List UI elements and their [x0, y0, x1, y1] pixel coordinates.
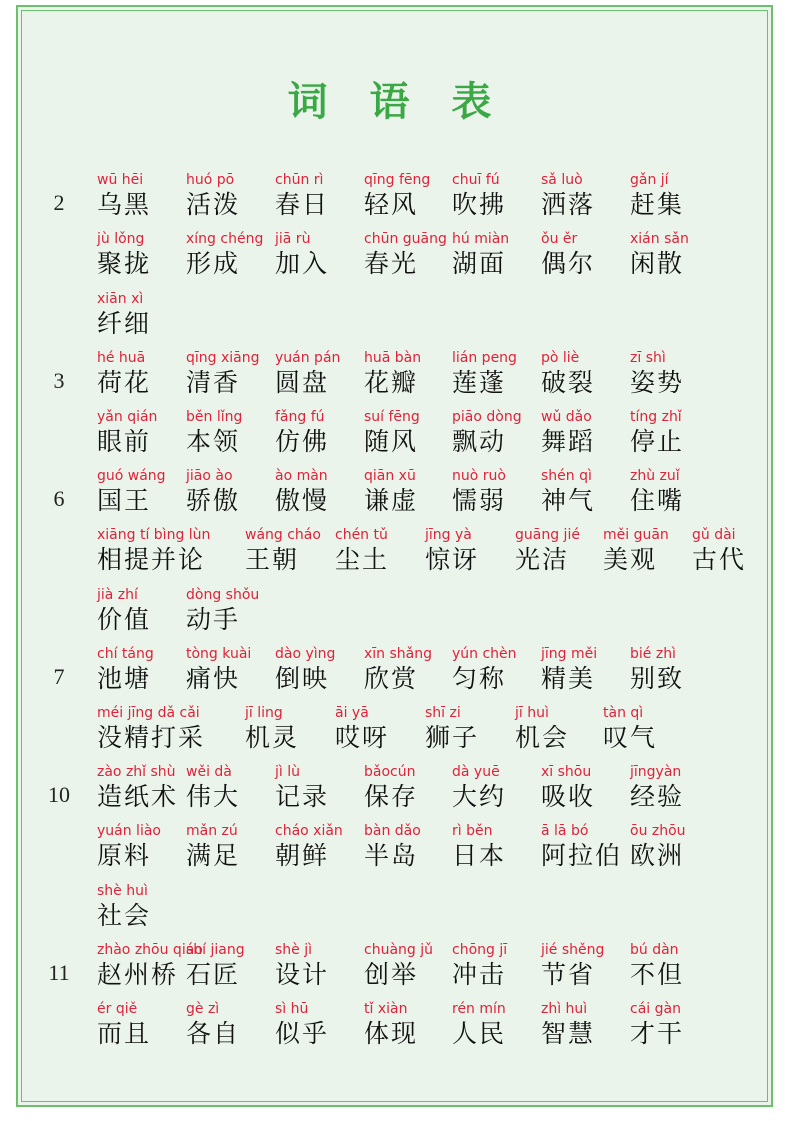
- vocab-word: [541, 229, 595, 279]
- vocab-word: [541, 170, 595, 220]
- vocab-word: [275, 762, 329, 812]
- pinyin: xiāng tí bìng lùn: [97, 527, 211, 543]
- vocab-word: [515, 525, 580, 575]
- hanzi: 没精打采: [97, 723, 206, 752]
- hanzi: 别致: [630, 664, 685, 693]
- hanzi: 日本: [452, 841, 507, 870]
- hanzi: 机会: [515, 723, 570, 752]
- vocab-word: [541, 940, 604, 990]
- hanzi: 春日: [275, 190, 330, 219]
- pinyin: sǎ luò: [541, 172, 583, 188]
- hanzi: 智慧: [541, 1019, 596, 1048]
- vocab-word: [186, 170, 240, 220]
- pinyin: ōu zhōu: [630, 823, 686, 839]
- pinyin: jī ling: [245, 705, 283, 721]
- hanzi: 仿佛: [275, 427, 330, 456]
- vocab-word: [364, 762, 418, 812]
- pinyin: xián sǎn: [630, 231, 689, 247]
- hanzi: 不但: [630, 960, 685, 989]
- vocab-word: [97, 466, 166, 516]
- vocab-word: [97, 585, 151, 635]
- hanzi: 原料: [97, 841, 152, 870]
- pinyin: gǔ dài: [692, 527, 736, 543]
- pinyin: chūn rì: [275, 172, 324, 188]
- hanzi: 保存: [364, 782, 419, 811]
- hanzi: 傲慢: [275, 486, 330, 515]
- vocab-word: [364, 170, 430, 220]
- pinyin: bú dàn: [630, 942, 679, 958]
- hanzi: 池塘: [97, 664, 152, 693]
- pinyin: nuò ruò: [452, 468, 506, 484]
- vocab-word: [364, 229, 447, 279]
- hanzi: 聚拢: [97, 249, 152, 278]
- vocab-word: [452, 821, 506, 871]
- pinyin: bǎocún: [364, 764, 416, 780]
- vocab-word: [630, 170, 684, 220]
- vocab-word: [630, 762, 684, 812]
- pinyin: dào yìng: [275, 646, 336, 662]
- hanzi: 谦虚: [364, 486, 419, 515]
- vocab-word: [364, 644, 432, 694]
- hanzi: 社会: [97, 901, 152, 930]
- pinyin: zī shì: [630, 350, 666, 366]
- hanzi: 停止: [630, 427, 685, 456]
- vocab-word: [452, 170, 506, 220]
- hanzi: 造纸术: [97, 782, 179, 811]
- vocab-word: [515, 703, 569, 753]
- hanzi: 经验: [630, 782, 685, 811]
- hanzi: 欣赏: [364, 664, 419, 693]
- vocab-word: [97, 821, 161, 871]
- hanzi: 价值: [97, 605, 152, 634]
- hanzi: 记录: [275, 782, 330, 811]
- pinyin: yuán pán: [275, 350, 341, 366]
- hanzi: 偶尔: [541, 249, 596, 278]
- pinyin: suí fēng: [364, 409, 420, 425]
- pinyin: tàn qì: [603, 705, 644, 721]
- hanzi: 吸收: [541, 782, 596, 811]
- pinyin: hú miàn: [452, 231, 510, 247]
- pinyin: xiān xì: [97, 291, 144, 307]
- pinyin: wáng cháo: [245, 527, 321, 543]
- hanzi: 姿势: [630, 368, 685, 397]
- vocab-word: [275, 999, 329, 1049]
- pinyin: jì lù: [275, 764, 300, 780]
- vocab-word: [630, 821, 686, 871]
- pinyin: jù lǒng: [97, 231, 145, 247]
- hanzi: 乌黑: [97, 190, 152, 219]
- pinyin: ér qiě: [97, 1001, 138, 1017]
- pinyin: ā lā bó: [541, 823, 589, 839]
- hanzi: 狮子: [425, 723, 480, 752]
- vocab-word: [541, 466, 595, 516]
- hanzi: 神气: [541, 486, 596, 515]
- pinyin: shè jì: [275, 942, 313, 958]
- pinyin: shí jiang: [186, 942, 245, 958]
- hanzi: 节省: [541, 960, 596, 989]
- pinyin: dòng shǒu: [186, 587, 260, 603]
- pinyin: xíng chéng: [186, 231, 264, 247]
- pinyin: hé huā: [97, 350, 146, 366]
- pinyin: měi guān: [603, 527, 669, 543]
- vocab-word: [275, 170, 329, 220]
- pinyin: dà yuē: [452, 764, 500, 780]
- vocab-word: [541, 999, 595, 1049]
- hanzi: 阿拉伯: [541, 841, 623, 870]
- hanzi: 痛快: [186, 664, 241, 693]
- lesson-number: 7: [53, 664, 65, 689]
- hanzi: 似乎: [275, 1019, 330, 1048]
- vocab-word: [186, 940, 245, 990]
- vocab-word: [186, 585, 259, 635]
- pinyin: chuī fú: [452, 172, 500, 188]
- hanzi: 洒落: [541, 190, 596, 219]
- hanzi: 朝鲜: [275, 841, 330, 870]
- hanzi: 懦弱: [452, 486, 507, 515]
- vocab-word: [364, 821, 421, 871]
- hanzi: 骄傲: [186, 486, 241, 515]
- pinyin: běn lǐng: [186, 409, 243, 425]
- vocab-word: [186, 999, 240, 1049]
- pinyin: chén tǔ: [335, 527, 388, 543]
- pinyin: zhào zhōu qiáo: [97, 942, 203, 958]
- hanzi: 飘动: [452, 427, 507, 456]
- vocab-word: [364, 999, 418, 1049]
- hanzi: 满足: [186, 841, 241, 870]
- pinyin: jiāo ào: [186, 468, 233, 484]
- hanzi: 赶集: [630, 190, 685, 219]
- vocab-word: [541, 821, 622, 871]
- vocab-word: [630, 407, 684, 457]
- pinyin: huó pō: [186, 172, 235, 188]
- pinyin: huā bàn: [364, 350, 422, 366]
- vocab-word: [97, 762, 178, 812]
- hanzi: 体现: [364, 1019, 419, 1048]
- pinyin: piāo dòng: [452, 409, 522, 425]
- hanzi: 尘土: [335, 545, 390, 574]
- vocab-word: [186, 821, 240, 871]
- hanzi: 花瓣: [364, 368, 419, 397]
- pinyin: āi yā: [335, 705, 369, 721]
- hanzi: 各自: [186, 1019, 241, 1048]
- pinyin: chūn guāng: [364, 231, 447, 247]
- vocab-word: [186, 644, 251, 694]
- vocab-word: [630, 466, 684, 516]
- hanzi: 王朝: [245, 545, 300, 574]
- vocab-word: [452, 762, 506, 812]
- pinyin: tòng kuài: [186, 646, 252, 662]
- hanzi: 设计: [275, 960, 330, 989]
- vocab-word: [97, 407, 157, 457]
- pinyin: jié shěng: [541, 942, 605, 958]
- pinyin: fǎng fú: [275, 409, 325, 425]
- pinyin: xī shōu: [541, 764, 592, 780]
- pinyin: zhì huì: [541, 1001, 588, 1017]
- hanzi: 石匠: [186, 960, 241, 989]
- pinyin: ǒu ěr: [541, 231, 578, 247]
- vocab-word: [425, 525, 479, 575]
- vocab-word: [603, 703, 657, 753]
- hanzi: 形成: [186, 249, 241, 278]
- vocab-word: [425, 703, 479, 753]
- vocab-word: [186, 762, 240, 812]
- pinyin: jī huì: [515, 705, 549, 721]
- vocab-word: [364, 348, 421, 398]
- vocab-word: [541, 762, 595, 812]
- lesson-number: 6: [53, 486, 65, 511]
- pinyin: ào màn: [275, 468, 328, 484]
- pinyin: tǐ xiàn: [364, 1001, 408, 1017]
- hanzi: 叹气: [603, 723, 658, 752]
- pinyin: jīng yà: [425, 527, 472, 543]
- vocab-word: [335, 703, 389, 753]
- hanzi: 活泼: [186, 190, 241, 219]
- hanzi: 闲散: [630, 249, 685, 278]
- hanzi: 随风: [364, 427, 419, 456]
- pinyin: yún chèn: [452, 646, 517, 662]
- hanzi: 住嘴: [630, 486, 685, 515]
- hanzi: 冲击: [452, 960, 507, 989]
- vocab-word: [97, 289, 151, 339]
- vocab-word: [630, 229, 689, 279]
- vocab-word: [630, 999, 684, 1049]
- hanzi: 相提并论: [97, 545, 206, 574]
- vocab-word: [335, 525, 389, 575]
- hanzi: 舞蹈: [541, 427, 596, 456]
- hanzi: 轻风: [364, 190, 419, 219]
- hanzi: 半岛: [364, 841, 419, 870]
- hanzi: 清香: [186, 368, 241, 397]
- hanzi: 国王: [97, 486, 152, 515]
- pinyin: chuàng jǔ: [364, 942, 433, 958]
- pinyin: sì hū: [275, 1001, 309, 1017]
- vocab-word: [245, 703, 299, 753]
- vocab-word: [452, 940, 507, 990]
- vocab-word: [275, 348, 340, 398]
- pinyin: bàn dǎo: [364, 823, 421, 839]
- pinyin: shén qì: [541, 468, 592, 484]
- vocab-word: [541, 348, 595, 398]
- hanzi: 荷花: [97, 368, 152, 397]
- hanzi: 而且: [97, 1019, 152, 1048]
- vocab-word: [97, 229, 151, 279]
- pinyin: qīng xiāng: [186, 350, 260, 366]
- vocab-word: [97, 644, 154, 694]
- vocab-word: [452, 407, 522, 457]
- pinyin: zào zhǐ shù: [97, 764, 176, 780]
- pinyin: mǎn zú: [186, 823, 238, 839]
- vocab-word: [186, 348, 260, 398]
- vocab-word: [541, 644, 597, 694]
- vocab-word: [275, 407, 329, 457]
- vocab-word: [186, 407, 242, 457]
- pinyin: rì běn: [452, 823, 493, 839]
- pinyin: xīn shǎng: [364, 646, 433, 662]
- hanzi: 纤细: [97, 309, 152, 338]
- vocab-word: [275, 644, 335, 694]
- hanzi: 赵州桥: [97, 960, 179, 989]
- hanzi: 精美: [541, 664, 596, 693]
- vocab-word: [452, 348, 517, 398]
- hanzi: 加入: [275, 249, 330, 278]
- lesson-number: 10: [48, 782, 70, 807]
- pinyin: gǎn jí: [630, 172, 669, 188]
- vocab-word: [275, 821, 343, 871]
- vocab-word: [97, 999, 151, 1049]
- pinyin: shī zi: [425, 705, 461, 721]
- pinyin: wū hēi: [97, 172, 144, 188]
- hanzi: 匀称: [452, 664, 507, 693]
- hanzi: 人民: [452, 1019, 507, 1048]
- pinyin: yuán liào: [97, 823, 161, 839]
- hanzi: 古代: [692, 545, 747, 574]
- hanzi: 湖面: [452, 249, 507, 278]
- pinyin: wǔ dǎo: [541, 409, 592, 425]
- hanzi: 才干: [630, 1019, 685, 1048]
- hanzi: 动手: [186, 605, 241, 634]
- pinyin: rén mín: [452, 1001, 506, 1017]
- vocab-word: [97, 703, 205, 753]
- pinyin: zhù zuǐ: [630, 468, 680, 484]
- vocab-word: [275, 940, 329, 990]
- pinyin: chōng jī: [452, 942, 508, 958]
- vocab-word: [186, 229, 263, 279]
- hanzi: 大约: [452, 782, 507, 811]
- vocab-word: [692, 525, 746, 575]
- pinyin: méi jīng dǎ cǎi: [97, 705, 200, 721]
- hanzi: 本领: [186, 427, 241, 456]
- vocab-word: [630, 348, 684, 398]
- vocab-word: [275, 466, 329, 516]
- pinyin: wěi dà: [186, 764, 232, 780]
- hanzi: 眼前: [97, 427, 152, 456]
- hanzi: 机灵: [245, 723, 300, 752]
- lesson-number: 11: [48, 960, 70, 985]
- pinyin: guāng jié: [515, 527, 580, 543]
- pinyin: shè huì: [97, 883, 148, 899]
- vocab-word: [452, 229, 509, 279]
- vocab-word: [452, 999, 506, 1049]
- hanzi: 惊讶: [425, 545, 480, 574]
- pinyin: tíng zhǐ: [630, 409, 682, 425]
- hanzi: 倒映: [275, 664, 330, 693]
- pinyin: jīng měi: [541, 646, 598, 662]
- pinyin: cháo xiǎn: [275, 823, 343, 839]
- lesson-number: 2: [53, 190, 65, 215]
- vocab-word: [97, 348, 151, 398]
- hanzi: 莲蓬: [452, 368, 507, 397]
- pinyin: pò liè: [541, 350, 580, 366]
- lesson-number: 3: [53, 368, 65, 393]
- pinyin: lián peng: [452, 350, 517, 366]
- pinyin: qiān xū: [364, 468, 416, 484]
- hanzi: 圆盘: [275, 368, 330, 397]
- vocab-word: [364, 407, 420, 457]
- vocab-word: [364, 940, 433, 990]
- vocab-word: [245, 525, 321, 575]
- vocab-word: [97, 525, 210, 575]
- hanzi: 美观: [603, 545, 658, 574]
- pinyin: cái gàn: [630, 1001, 681, 1017]
- vocab-word: [630, 940, 684, 990]
- hanzi: 哎呀: [335, 723, 390, 752]
- hanzi: 破裂: [541, 368, 596, 397]
- vocab-word: [364, 466, 418, 516]
- hanzi: 欧洲: [630, 841, 685, 870]
- pinyin: yǎn qián: [97, 409, 158, 425]
- hanzi: 光洁: [515, 545, 570, 574]
- vocab-word: [186, 466, 240, 516]
- vocab-word: [97, 170, 151, 220]
- pinyin: gè zì: [186, 1001, 220, 1017]
- pinyin: bié zhì: [630, 646, 676, 662]
- vocab-word: [97, 881, 151, 931]
- hanzi: 伟大: [186, 782, 241, 811]
- vocab-word: [452, 466, 506, 516]
- pinyin: guó wáng: [97, 468, 166, 484]
- pinyin: jīngyàn: [630, 764, 682, 780]
- hanzi: 吹拂: [452, 190, 507, 219]
- vocab-word: [452, 644, 517, 694]
- pinyin: jià zhí: [97, 587, 138, 603]
- vocab-word: [541, 407, 595, 457]
- hanzi: 春光: [364, 249, 419, 278]
- pinyin: chí táng: [97, 646, 154, 662]
- vocab-word: [275, 229, 329, 279]
- page-title: 词 语 表: [287, 79, 506, 125]
- pinyin: jiā rù: [275, 231, 311, 247]
- hanzi: 创举: [364, 960, 419, 989]
- vocab-word: [630, 644, 684, 694]
- pinyin: qīng fēng: [364, 172, 431, 188]
- vocab-word: [603, 525, 669, 575]
